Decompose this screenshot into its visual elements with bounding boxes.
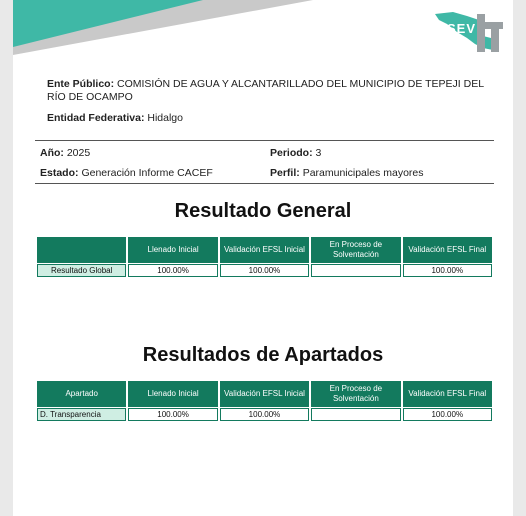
general-header-row <box>37 237 492 263</box>
apartados-header-cell: Validación EFSL Final <box>403 381 492 407</box>
divider-top <box>35 140 494 141</box>
table-row <box>37 264 492 277</box>
entidad-value: Hidalgo <box>147 112 183 124</box>
perfil-value: Paramunicipales mayores <box>302 167 424 179</box>
table-cell: 100.00% <box>220 264 309 277</box>
sevac-logo <box>433 8 507 56</box>
apartados-header-row <box>37 381 492 407</box>
table-row <box>37 408 492 421</box>
general-header-cell: Validación EFSL Inicial <box>220 237 309 263</box>
general-header-cell <box>37 237 126 263</box>
periodo-value: 3 <box>315 147 322 159</box>
logo-text: SEV <box>447 21 477 36</box>
general-title: Resultado General <box>174 200 352 222</box>
table-cell <box>311 264 400 277</box>
entidad-label: Entidad Federativa: <box>47 112 145 124</box>
entidad-federativa <box>47 112 183 125</box>
apartados-title: Resultados de Apartados <box>142 344 384 366</box>
general-header-cell: Validación EFSL Final <box>403 237 492 263</box>
perfil <box>270 167 424 180</box>
row-label-cell: D. Transparencia <box>37 408 126 421</box>
table-cell: 100.00% <box>403 264 492 277</box>
apartados-header-cell: Apartado <box>37 381 126 407</box>
table-cell: 100.00% <box>220 408 309 421</box>
apartados-header-cell: Validación EFSL Inicial <box>220 381 309 407</box>
apartados-header-cell: Llenado Inicial <box>128 381 217 407</box>
general-header-cell: Llenado Inicial <box>128 237 217 263</box>
estado-value: Generación Informe CACEF <box>81 167 213 179</box>
apartados-header-cell: En Proceso de Solventación <box>311 381 400 407</box>
estado-label: Estado: <box>40 167 79 179</box>
periodo <box>270 147 321 160</box>
ente-value: COMISIÓN DE AGUA Y ALCANTARILLADO DEL MUNICIPIO DE TEPEJI DEL RÍO DE OCAMPO <box>47 78 484 103</box>
table-cell: 100.00% <box>128 264 217 277</box>
ente-publico <box>47 78 487 104</box>
periodo-label: Periodo: <box>270 147 313 159</box>
general-table <box>35 236 494 278</box>
row-label-cell: Resultado Global <box>37 264 126 277</box>
divider-bottom <box>35 183 494 184</box>
report-page <box>13 0 513 516</box>
anio-value: 2025 <box>66 147 91 159</box>
ente-label: Ente Público: <box>47 78 115 90</box>
apartados-table <box>35 380 494 422</box>
general-header-cell: En Proceso de Solventación <box>311 237 400 263</box>
table-cell <box>311 408 400 421</box>
table-cell: 100.00% <box>128 408 217 421</box>
anio-label: Año: <box>40 147 64 159</box>
perfil-label: Perfil: <box>270 167 300 179</box>
anio <box>40 147 90 160</box>
estado <box>40 167 213 180</box>
table-cell: 100.00% <box>403 408 492 421</box>
header-banner-teal <box>13 0 203 47</box>
